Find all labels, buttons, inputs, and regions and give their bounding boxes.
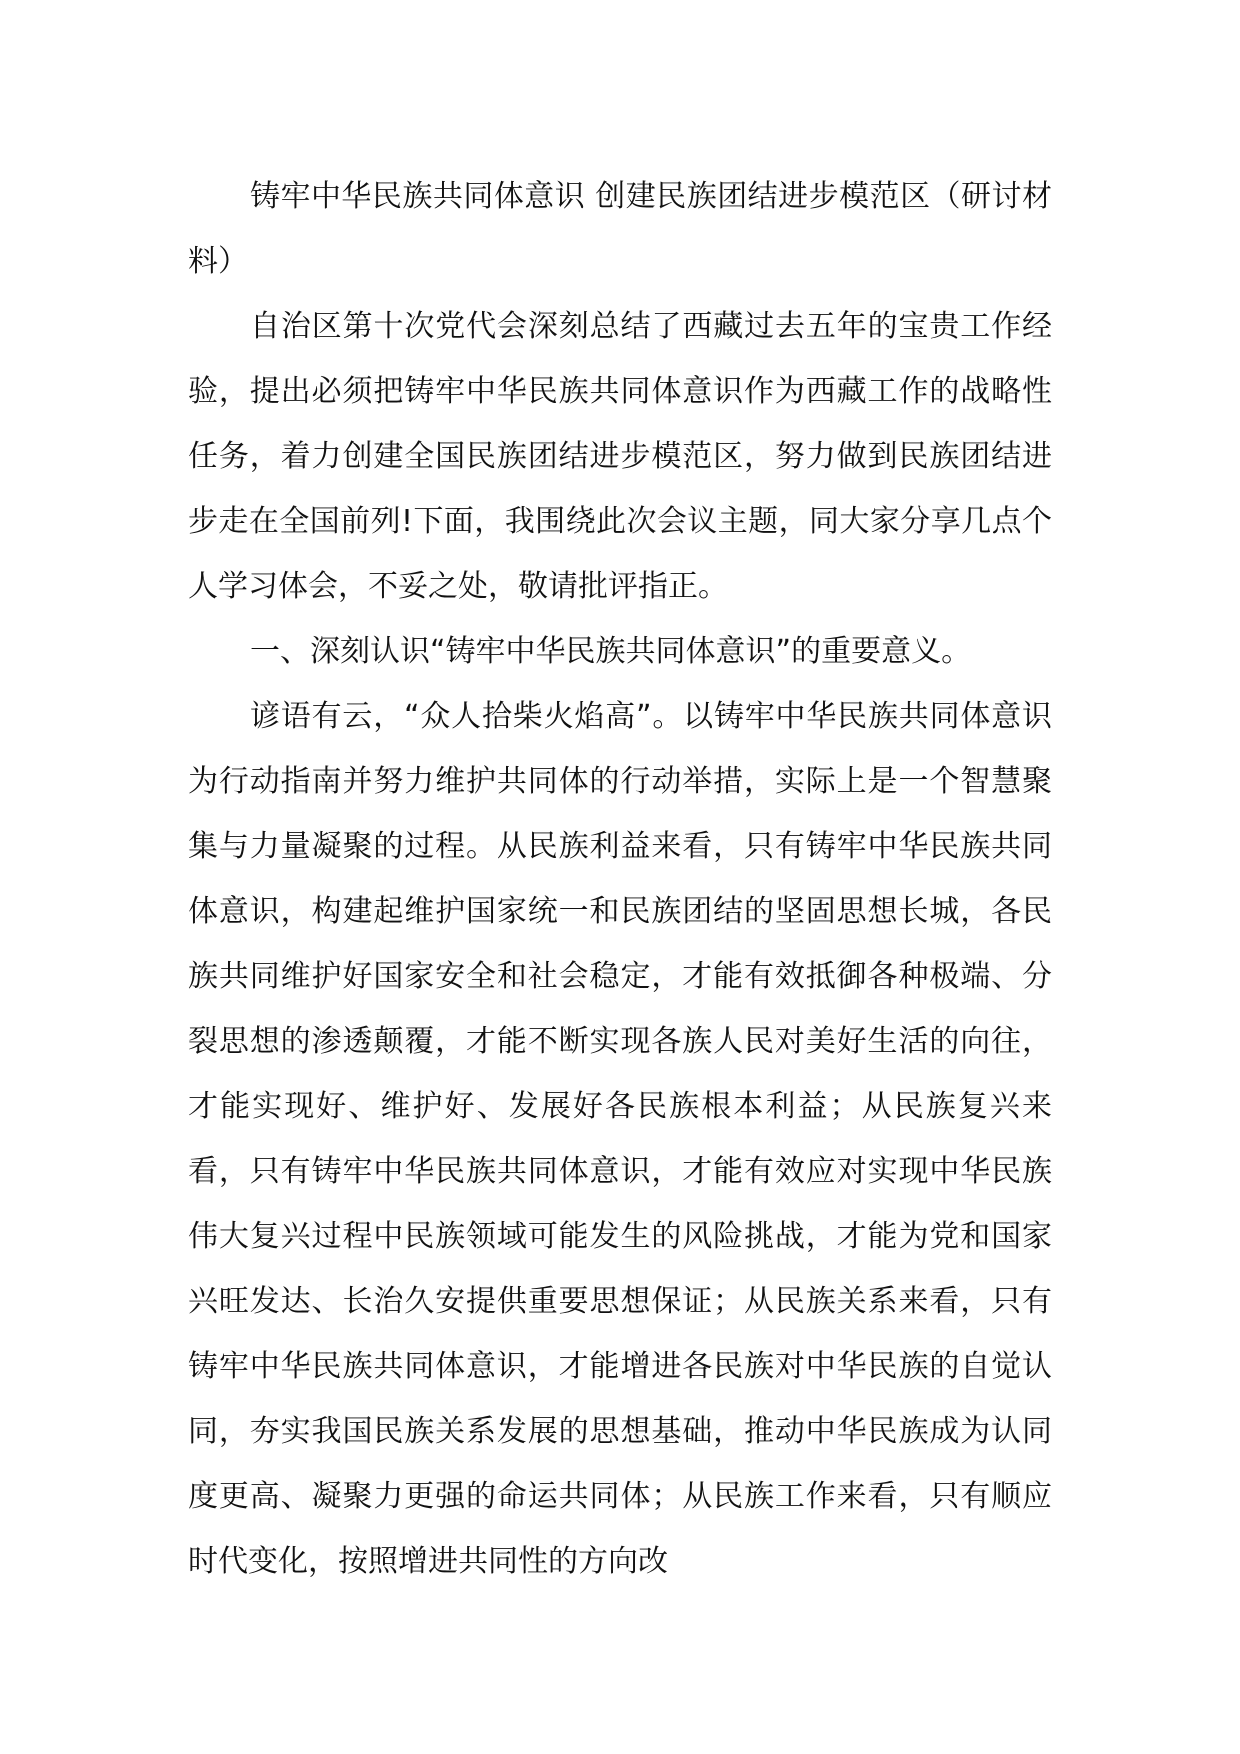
section-heading-1: 一、深刻认识“铸牢中华民族共同体意识”的重要意义。 — [250, 634, 972, 669]
paragraph-intro: 自治区第十次党代会深刻总结了西藏过去五年的宝贵工作经验，提出必须把铸牢中华民族共同体意识作为西藏工作的战略性任务，着力创建全国民族团结进步模范区，努力做到民族团结进步走在全国前列!下面，我围绕此次会议主题，同大家分享几点个人学习体会，不妥之处，敬请批评指正。 — [188, 309, 1052, 604]
paragraph-body-1: 谚语有云，“众人拾柴火焰高”。以铸牢中华民族共同体意识为行动指南并努力维护共同体的行动举措，实际上是一个智慧聚集与力量凝聚的过程。从民族利益来看，只有铸牢中华民族共同体意识，构建起维护国家统一和民族团结的坚固思想长城，各民族共同维护好国家安全和社会稳定，才能有效抵御各种极端、分裂思想的渗透颠覆，才能不断实现各族人民对美好生活的向往，才能实现好、维护好、发展好各民族根本利益；从民族复兴来看，只有铸牢中华民族共同体意识，才能有效应对实现中华民族伟大复兴过程中民族领域可能发生的风险挑战，才能为党和国家兴旺发达、长治久安提供重要思想保证；从民族关系来看，只有铸牢中华民族共同体意识，才能增进各民族对中华民族的自觉认同，夯实我国民族关系发展的思想基础，推动中华民族成为认同度更高、凝聚力更强的命运共同体；从民族工作来看，只有顺应时代变化，按照增进共同性的方向改 — [188, 699, 1052, 1579]
document-body — [188, 164, 1052, 1594]
document-title: 铸牢中华民族共同体意识 创建民族团结进步模范区（研讨材料） — [188, 179, 1052, 279]
